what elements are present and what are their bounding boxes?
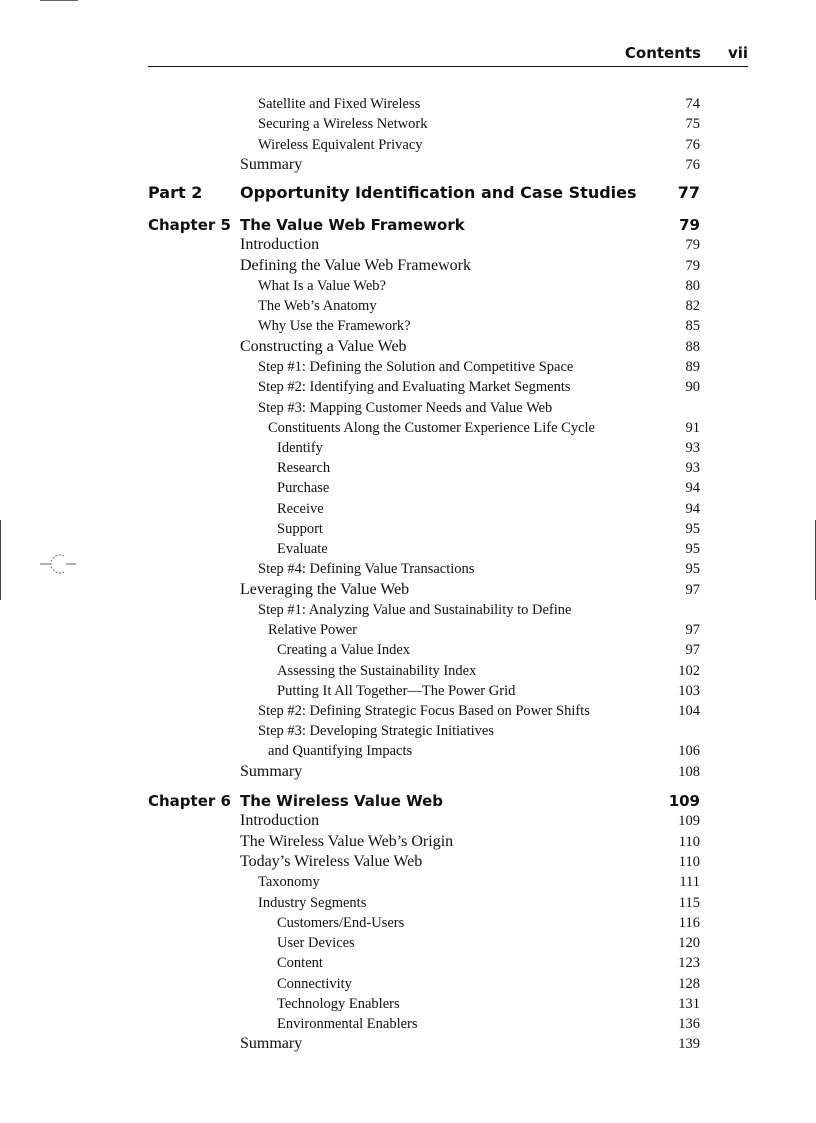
toc-entry: Introduction 79 bbox=[240, 236, 700, 253]
toc-entry: User Devices 120 bbox=[277, 935, 700, 951]
toc-entry: Leveraging the Value Web 97 bbox=[240, 581, 700, 598]
toc-entry: Relative Power 97 bbox=[268, 622, 700, 638]
toc-entry: Step #4: Defining Value Transactions 95 bbox=[258, 561, 700, 577]
toc-entry: Environmental Enablers 136 bbox=[277, 1016, 700, 1032]
toc-entry: Summary 108 bbox=[240, 763, 700, 780]
toc-entry: Customers/End-Users 116 bbox=[277, 915, 700, 931]
toc-entry: Satellite and Fixed Wireless 74 bbox=[258, 96, 700, 112]
toc-entry: Receive 94 bbox=[277, 501, 700, 517]
chapter-heading: Chapter 5 The Value Web Framework 79 bbox=[148, 216, 700, 234]
toc-entry: Summary 139 bbox=[240, 1035, 700, 1052]
toc-entry: The Web’s Anatomy 82 bbox=[258, 298, 700, 314]
header-title: Contents bbox=[624, 44, 701, 62]
toc-entry: Constructing a Value Web 88 bbox=[240, 338, 700, 355]
chapter-heading: Chapter 6 The Wireless Value Web 109 bbox=[148, 792, 700, 810]
toc-entry: What Is a Value Web? 80 bbox=[258, 278, 700, 294]
toc-entry: Introduction 109 bbox=[240, 812, 700, 829]
toc-entry: Defining the Value Web Framework 79 bbox=[240, 257, 700, 274]
running-header bbox=[148, 44, 748, 67]
toc-entry: Summary 76 bbox=[240, 156, 700, 173]
toc-entry: Identify 93 bbox=[277, 440, 700, 456]
toc-entry: Research 93 bbox=[277, 460, 700, 476]
toc-entry: Creating a Value Index 97 bbox=[277, 642, 700, 658]
toc-entry: Wireless Equivalent Privacy 76 bbox=[258, 137, 700, 153]
toc-entry: Step #3: Developing Strategic Initiatives bbox=[258, 723, 494, 739]
toc-entry: Purchase 94 bbox=[277, 480, 700, 496]
toc-entry: Step #2: Identifying and Evaluating Market Segments 90 bbox=[258, 379, 700, 395]
toc-entry: Taxonomy 111 bbox=[258, 874, 700, 890]
part-heading: Part 2 Opportunity Identification and Case Studies 77 bbox=[148, 183, 700, 202]
toc-entry: Step #1: Defining the Solution and Competitive Space 89 bbox=[258, 359, 700, 375]
header-page-number: vii bbox=[727, 44, 748, 62]
toc-entry: and Quantifying Impacts 106 bbox=[268, 743, 700, 759]
toc-entry: The Wireless Value Web’s Origin 110 bbox=[240, 833, 700, 850]
toc-entry: Step #2: Defining Strategic Focus Based on Power Shifts 104 bbox=[258, 703, 700, 719]
toc-entry: Technology Enablers 131 bbox=[277, 996, 700, 1012]
toc-entry: Step #1: Analyzing Value and Sustainability to Define bbox=[258, 602, 572, 618]
toc-entry: Constituents Along the Customer Experience Life Cycle 91 bbox=[268, 420, 700, 436]
toc-entry: Assessing the Sustainability Index 102 bbox=[277, 663, 700, 679]
toc-entry: Industry Segments 115 bbox=[258, 895, 700, 911]
crop-mark-top bbox=[40, 0, 78, 1]
toc-entry: Putting It All Together—The Power Grid 103 bbox=[277, 683, 700, 699]
toc-entry: Securing a Wireless Network 75 bbox=[258, 116, 700, 132]
toc-entry: Why Use the Framework? 85 bbox=[258, 318, 700, 334]
toc-entry: Connectivity 128 bbox=[277, 976, 700, 992]
toc-entry: Today’s Wireless Value Web 110 bbox=[240, 853, 700, 870]
toc-entry: Content 123 bbox=[277, 955, 700, 971]
toc-entry: Step #3: Mapping Customer Needs and Value Web bbox=[258, 400, 553, 416]
toc-entry: Support 95 bbox=[277, 521, 700, 537]
toc-entry: Evaluate 95 bbox=[277, 541, 700, 557]
